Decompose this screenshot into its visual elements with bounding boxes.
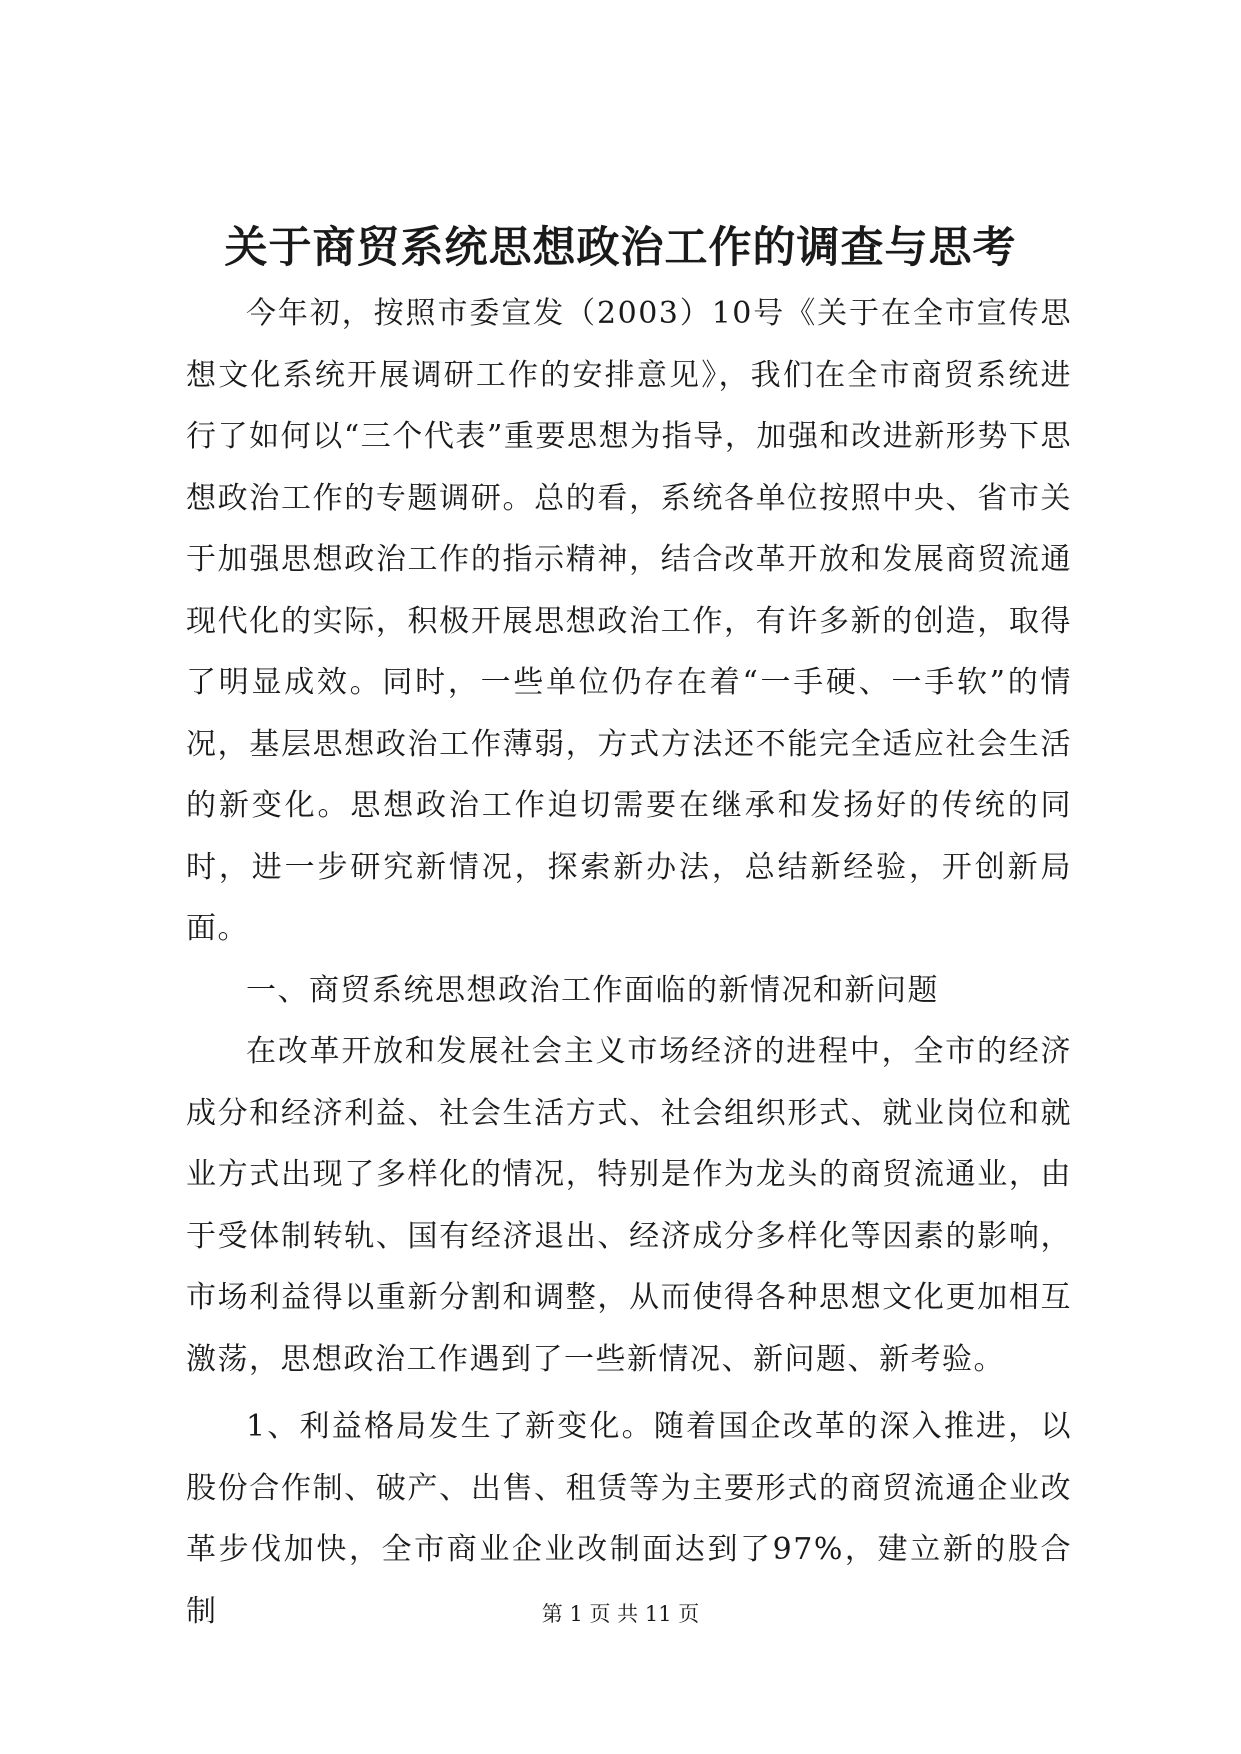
- document-title: 关于商贸系统思想政治工作的调查与思考: [224, 223, 1017, 273]
- paragraph-item-1: 1、利益格局发生了新变化。随着国企改革的深入推进，以股份合作制、破产、出售、租赁等为主要形式的商贸流通企业改革步伐加快，全市商业企业改制面达到了97%，建立新的股合制: [186, 1409, 1072, 1629]
- paragraph-intro: 今年初，按照市委宣发（2003）10号《关于在全市宣传思想文化系统开展调研工作的安排意见》，我们在全市商贸系统进行了如何以“三个代表”重要思想为指导，加强和改进新形势下思想政治工作的专题调研。总的看，系统各单位按照中央、省市关于加强思想政治工作的指示精神，结合改革开放和发展商贸流通现代化的实际，积极开展思想政治工作，有许多新的创造，取得了明显成效。同时，一些单位仍存在着“一手硬、一手软”的情况，基层思想政治工作薄弱，方式方法还不能完全适应社会生活的新变化。思想政治工作迫切需要在继承和发扬好的传统的同时，进一步研究新情况，探索新办法，总结新经验，开创新局面。: [186, 296, 1072, 946]
- section-heading: 一、商贸系统思想政治工作面临的新情况和新问题: [246, 972, 939, 1008]
- page-footer: 第 1 页 共 11 页: [541, 1602, 700, 1626]
- document-body: [186, 283, 1072, 1642]
- paragraph-section-1: 在改革开放和发展社会主义市场经济的进程中，全市的经济成分和经济利益、社会生活方式、社会组织形式、就业岗位和就业方式出现了多样化的情况，特别是作为龙头的商贸流通业，由于受体制转轨、国有经济退出、经济成分多样化等因素的影响，市场利益得以重新分割和调整，从而使得各种思想文化更加相互激荡，思想政治工作遇到了一些新情况、新问题、新考验。: [186, 1034, 1072, 1377]
